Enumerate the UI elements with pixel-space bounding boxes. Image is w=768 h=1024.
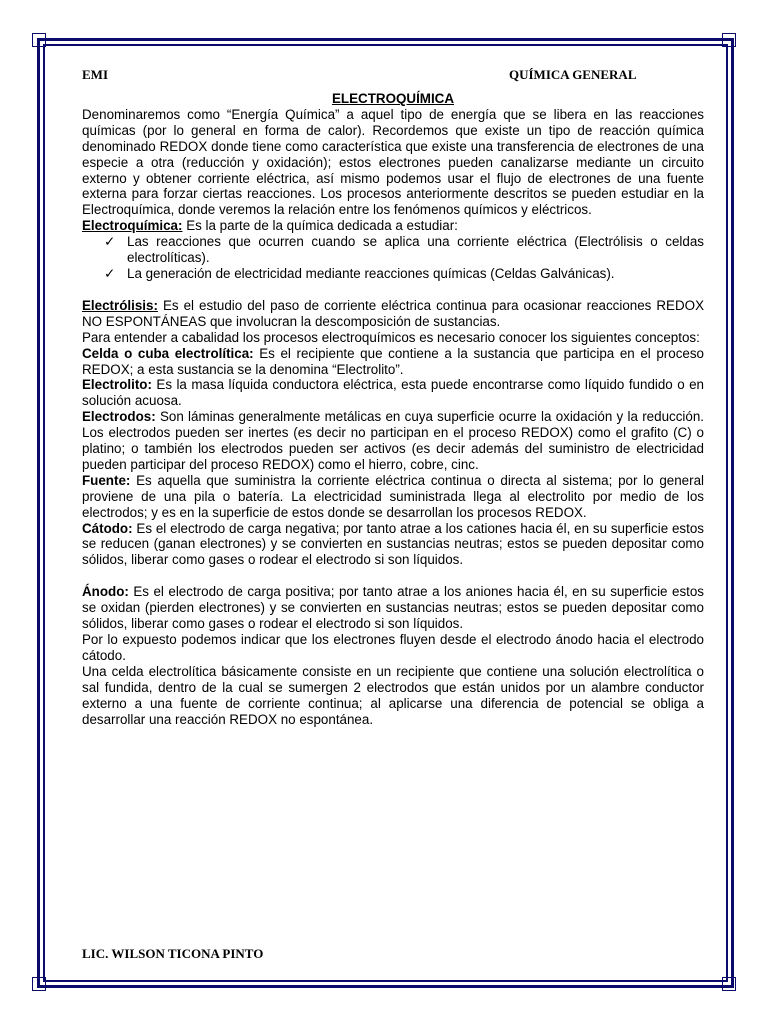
- definition-term: Electrolito:: [82, 377, 152, 393]
- electrolisis-term: Electrólisis:: [82, 297, 158, 313]
- spacer: [82, 282, 704, 298]
- definition-term: Celda o cuba electrolítica:: [82, 345, 254, 361]
- list-item: [104, 266, 704, 282]
- header-course: QUÍMICA GENERAL: [509, 67, 637, 82]
- definition-text: Es el recipiente que contiene a la sustancia que participa en el proceso REDOX; a esta sustancia se la denomina “Electrolito”.: [82, 345, 704, 377]
- definition-catodo: [82, 521, 704, 569]
- list-item: [104, 234, 704, 266]
- definition-term: Cátodo:: [82, 520, 133, 536]
- definition-anodo: [82, 584, 704, 632]
- conceptos-intro: Para entender a cabalidad los procesos electroquímicos es necesario conocer los siguientes conceptos:: [82, 329, 700, 345]
- definition-text: Es la masa líquida conductora eléctrica, esta puede encontrarse como líquido fundido o en solución acuosa.: [82, 377, 704, 409]
- definition-text: Son láminas generalmente metálicas en cuya superficie ocurre la oxidación y la reducción. Los electrodos pueden ser inertes (es decir no participan en el proceso REDOX) como el grafito (C) o platino; o también los electrodos pueden ser activos (es decir además del suministro de electricidad pueden participar del proceso REDOX) como el hierro, cobre, cinc.: [82, 409, 704, 472]
- electroquimica-term: Electroquímica:: [82, 218, 183, 234]
- electroquimica-paragraph: [82, 218, 704, 234]
- definition-fuente: [82, 473, 704, 521]
- list-item-text: La generación de electricidad mediante reacciones químicas (Celdas Galvánicas).: [127, 265, 615, 281]
- intro-paragraph: Denominaremos como “Energía Química” a aquel tipo de energía que se libera en las reacciones químicas (por lo general en forma de calor). Recordemos que existe un tipo de reacción química denominado REDOX donde tiene como característica que existe una transferencia de electrones de una especie a otra (reducción y oxidación); estos electrones pueden canalizarse mediante un circuito externo y obtener corriente eléctrica, así mismo podemos usar el flujo de electrones de una fuente externa para forzar ciertas reacciones. Los procesos anteriormente descritos se pueden estudiar en la Electroquímica, donde veremos la relación entre los fenómenos químicos y eléctricos.: [82, 106, 704, 218]
- electron-flow-paragraph: Por lo expuesto podemos indicar que los electrones fluyen desde el electrodo ánodo hacia el electrodo cátodo.: [82, 632, 704, 663]
- list-item-text: Las reacciones que ocurren cuando se aplica una corriente eléctrica (Electrólisis o celdas electrolíticas).: [127, 234, 704, 266]
- electrolytic-cell-paragraph: Una celda electrolítica básicamente consiste en un recipiente que contiene una solución electrolítica o sal fundida, dentro de la cual se sumergen 2 electrodos que están unidos por un alambre conductor externo a una fuente de corriente continua; al aplicarse una diferencia de potencial se obliga a desarrollar una reacción REDOX no espontánea.: [82, 663, 704, 727]
- definition-text: Es el electrodo de carga positiva; por tanto atrae a los aniones hacia él, en su superficie estos se oxidan (pierden electrones) y se convierten en sustancias neutras; estos se pueden depositar como sólidos, liberar como gases o rodear el electrodo si son líquidos.: [82, 584, 704, 632]
- definition-term: Ánodo:: [82, 584, 129, 600]
- page-footer-author: LIC. WILSON TICONA PINTO: [82, 946, 264, 961]
- electroquimica-text: Es la parte de la química dedicada a estudiar:: [182, 218, 458, 234]
- definition-text: Es el electrodo de carga negativa; por tanto atrae a los cationes hacia él, en su superficie estos se reducen (ganan electrones) y se convierten en sustancias neutras; estos se pueden depositar como sólidos, liberar como gases o rodear el electrodo si son líquidos.: [82, 520, 704, 568]
- document-body: [82, 91, 704, 727]
- checkmark-icon: ✓: [104, 265, 116, 281]
- spacer: [82, 568, 704, 584]
- document-title: ELECTROQUÍMICA: [332, 91, 454, 106]
- definition-term: Electrodos:: [82, 409, 156, 425]
- electrolisis-text: Es el estudio del paso de corriente eléctrica continua para ocasionar reacciones REDOX NO ESPONTÁNEAS que involucran la descomposición de sustancias.: [82, 297, 704, 329]
- electroquimica-list: [82, 234, 704, 282]
- definition-celda: [82, 346, 704, 378]
- border-corner-top-right: [722, 33, 736, 47]
- checkmark-icon: ✓: [104, 234, 116, 250]
- header-institution: EMI: [82, 67, 108, 82]
- definition-term: Fuente:: [82, 472, 131, 488]
- border-corner-bottom-left: [32, 977, 46, 991]
- definition-electrolito: [82, 377, 704, 409]
- electrolisis-paragraph: [82, 298, 704, 330]
- border-corner-top-left: [32, 33, 46, 47]
- border-corner-bottom-right: [722, 977, 736, 991]
- definition-electrodos: [82, 409, 704, 473]
- definition-text: Es aquella que suministra la corriente eléctrica continua o directa al sistema; por lo general proviene de una pila o batería. La electricidad suministrada llega al electrolito por medio de los electrodos; y es en la superficie de estos donde se desarrollan los procesos REDOX.: [82, 472, 704, 520]
